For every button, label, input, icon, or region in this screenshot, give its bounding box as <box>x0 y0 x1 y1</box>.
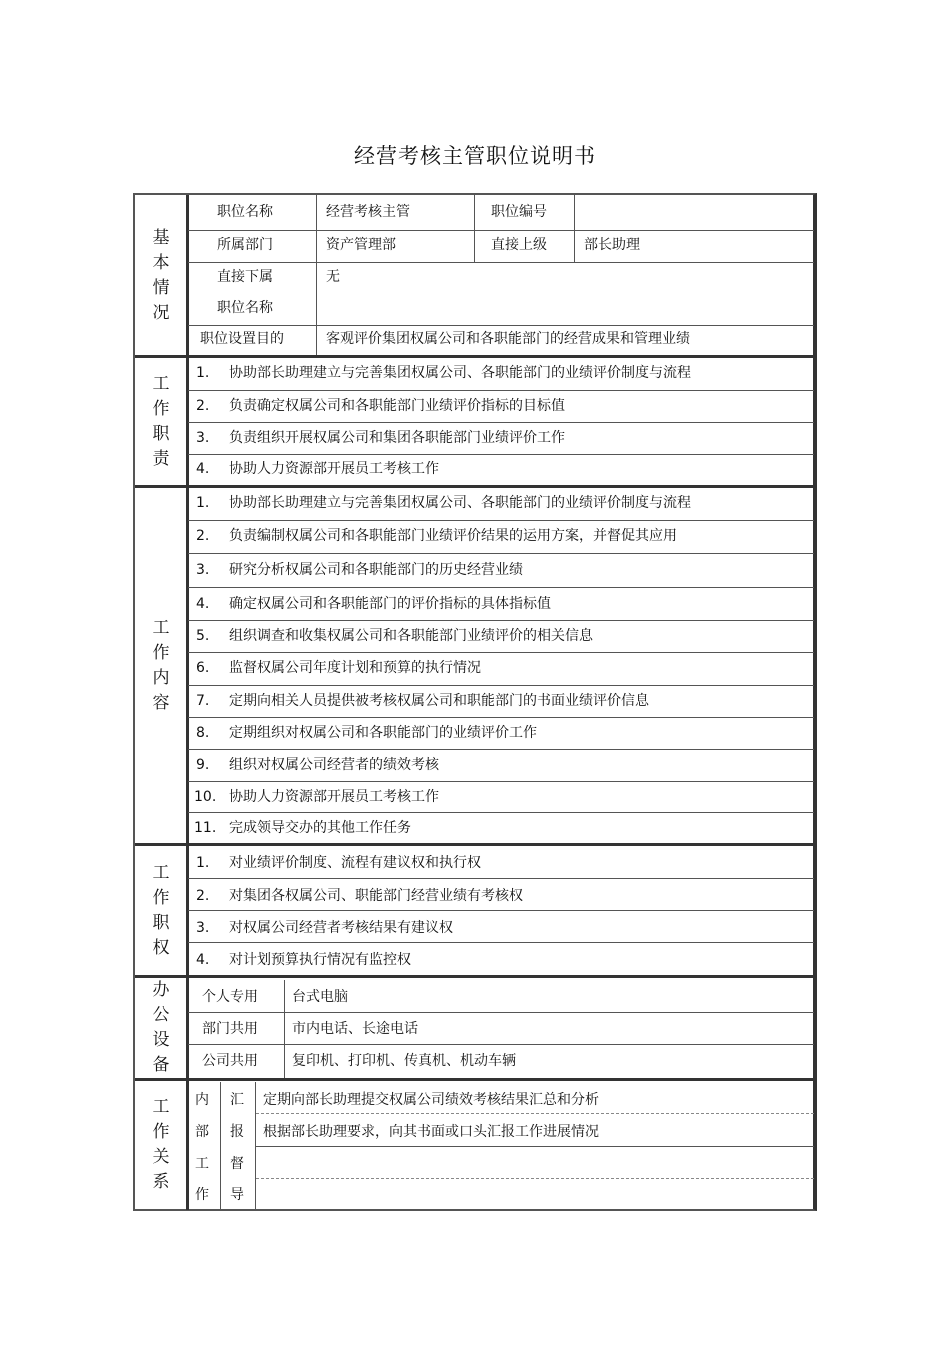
content-num: 4. <box>196 596 210 612</box>
content-num: 8. <box>196 725 210 741</box>
separator-duties-content <box>135 485 814 488</box>
relations-dashed-line <box>256 1113 814 1114</box>
section-label-basic: 基 本 情 况 <box>152 228 170 323</box>
report-label-char: 汇 <box>230 1092 244 1108</box>
relations-dashed-line <box>256 1178 814 1179</box>
department-value: 资产管理部 <box>326 237 396 253</box>
duty-text: 协助部长助理建立与完善集团权属公司、各职能部门的业绩评价制度与流程 <box>229 365 691 381</box>
duty-num: 1. <box>196 365 210 381</box>
subordinate-label-2: 职位名称 <box>217 300 273 316</box>
content-text: 定期组织对权属公司和各职能部门的业绩评价工作 <box>229 725 537 741</box>
section-label-equipment: 办 公 设 备 <box>152 980 170 1075</box>
duties-row-line <box>188 390 814 391</box>
duty-num: 2. <box>196 398 210 414</box>
subordinate-label: 直接下属 <box>217 269 273 285</box>
page-title: 经营考核主管职位说明书 <box>354 144 596 168</box>
content-text: 协助部长助理建立与完善集团权属公司、各职能部门的业绩评价制度与流程 <box>229 495 691 511</box>
authority-text: 对计划预算执行情况有监控权 <box>229 952 411 968</box>
equipment-divider <box>284 980 285 1080</box>
purpose-label: 职位设置目的 <box>200 331 284 347</box>
content-text: 监督权属公司年度计划和预算的执行情况 <box>229 660 481 676</box>
content-row-line <box>188 520 814 521</box>
basic-divider-1 <box>316 195 317 355</box>
content-text: 研究分析权属公司和各职能部门的历史经营业绩 <box>229 562 523 578</box>
content-row-line <box>188 620 814 621</box>
authority-row-line <box>188 910 814 911</box>
internal-label-char: 内 <box>195 1092 209 1108</box>
equipment-row-line <box>188 1012 814 1013</box>
internal-label-char: 工 <box>195 1156 209 1172</box>
content-text: 组织对权属公司经营者的绩效考核 <box>229 757 439 773</box>
equipment-label: 公司共用 <box>202 1053 258 1069</box>
section-label-duties: 工 作 职 责 <box>152 373 170 469</box>
authority-num: 1. <box>196 855 210 871</box>
equipment-value: 台式电脑 <box>292 989 348 1005</box>
duties-row-line <box>188 422 814 423</box>
duty-text: 负责确定权属公司和各职能部门业绩评价指标的目标值 <box>229 398 565 414</box>
content-num: 9. <box>196 757 210 773</box>
basic-divider-3 <box>574 195 575 262</box>
content-num: 10. <box>194 789 217 805</box>
purpose-value: 客观评价集团权属公司和各职能部门的经营成果和管理业绩 <box>326 331 690 347</box>
separator-content-authority <box>135 843 814 846</box>
content-text: 定期向相关人员提供被考核权属公司和职能部门的书面业绩评价信息 <box>229 693 649 709</box>
report-item: 根据部长助理要求，向其书面或口头汇报工作进展情况 <box>263 1124 599 1140</box>
authority-text: 对业绩评价制度、流程有建议权和执行权 <box>229 855 481 871</box>
content-text: 负责编制权属公司和各职能部门业绩评价结果的运用方案，并督促其应用 <box>229 528 677 544</box>
authority-text: 对集团各权属公司、职能部门经营业绩有考核权 <box>229 888 523 904</box>
separator-basic-duties <box>135 355 814 358</box>
content-row-line <box>188 812 814 813</box>
authority-num: 2. <box>196 888 210 904</box>
section-label-authority: 工 作 职 权 <box>152 862 170 958</box>
content-text: 组织调查和收集权属公司和各职能部门业绩评价的相关信息 <box>229 628 593 644</box>
content-row-line <box>188 553 814 554</box>
superior-value: 部长助理 <box>584 237 640 253</box>
content-row-line <box>188 587 814 588</box>
basic-row-line <box>188 230 814 231</box>
duties-row-line <box>188 454 814 455</box>
equipment-label: 部门共用 <box>202 1021 258 1037</box>
supervise-label-char: 导 <box>230 1187 244 1203</box>
basic-divider-2 <box>474 195 475 262</box>
content-row-line <box>188 717 814 718</box>
basic-row-line <box>188 325 814 326</box>
content-text: 协助人力资源部开展员工考核工作 <box>229 789 439 805</box>
content-row-line <box>188 781 814 782</box>
authority-num: 3. <box>196 920 210 936</box>
duty-text: 协助人力资源部开展员工考核工作 <box>229 461 439 477</box>
superior-label: 直接上级 <box>491 237 547 253</box>
section-column-divider <box>186 195 189 1210</box>
content-num: 3. <box>196 562 210 578</box>
equipment-value: 市内电话、长途电话 <box>292 1021 418 1037</box>
position-code-label: 职位编号 <box>491 204 547 220</box>
internal-label-char: 作 <box>195 1187 209 1203</box>
content-num: 1. <box>196 495 210 511</box>
content-text: 完成领导交办的其他工作任务 <box>229 820 411 836</box>
internal-label-char: 部 <box>195 1124 209 1140</box>
authority-text: 对权属公司经营者考核结果有建议权 <box>229 920 453 936</box>
content-row-line <box>188 685 814 686</box>
department-label: 所属部门 <box>217 237 273 253</box>
content-num: 7. <box>196 693 210 709</box>
section-label-relations: 工 作 关 系 <box>152 1097 170 1192</box>
authority-row-line <box>188 942 814 943</box>
authority-num: 4. <box>196 952 210 968</box>
report-item: 定期向部长助理提交权属公司绩效考核结果汇总和分析 <box>263 1092 599 1108</box>
content-text: 确定权属公司和各职能部门的评价指标的具体指标值 <box>229 596 551 612</box>
relations-row-line <box>256 1146 814 1147</box>
content-num: 5. <box>196 628 210 644</box>
content-num: 6. <box>196 660 210 676</box>
report-label-char: 报 <box>230 1124 244 1140</box>
separator-authority-equipment <box>135 975 814 978</box>
separator-equipment-relations <box>135 1078 814 1081</box>
equipment-row-line <box>188 1044 814 1045</box>
relations-divider-1 <box>220 1082 221 1210</box>
basic-row-line <box>188 262 814 263</box>
content-row-line <box>188 652 814 653</box>
equipment-label: 个人专用 <box>202 989 258 1005</box>
supervise-label-char: 督 <box>230 1156 244 1172</box>
duty-num: 4. <box>196 461 210 477</box>
subordinate-value: 无 <box>326 269 340 285</box>
position-name-value: 经营考核主管 <box>326 204 410 220</box>
authority-row-line <box>188 878 814 879</box>
equipment-value: 复印机、打印机、传真机、机动车辆 <box>292 1053 516 1069</box>
content-num: 2. <box>196 528 210 544</box>
content-row-line <box>188 749 814 750</box>
duty-text: 负责组织开展权属公司和集团各职能部门业绩评价工作 <box>229 430 565 446</box>
section-label-content: 工 作 内 容 <box>152 617 170 713</box>
duty-num: 3. <box>196 430 210 446</box>
position-name-label: 职位名称 <box>217 204 273 220</box>
content-num: 11. <box>194 820 217 836</box>
